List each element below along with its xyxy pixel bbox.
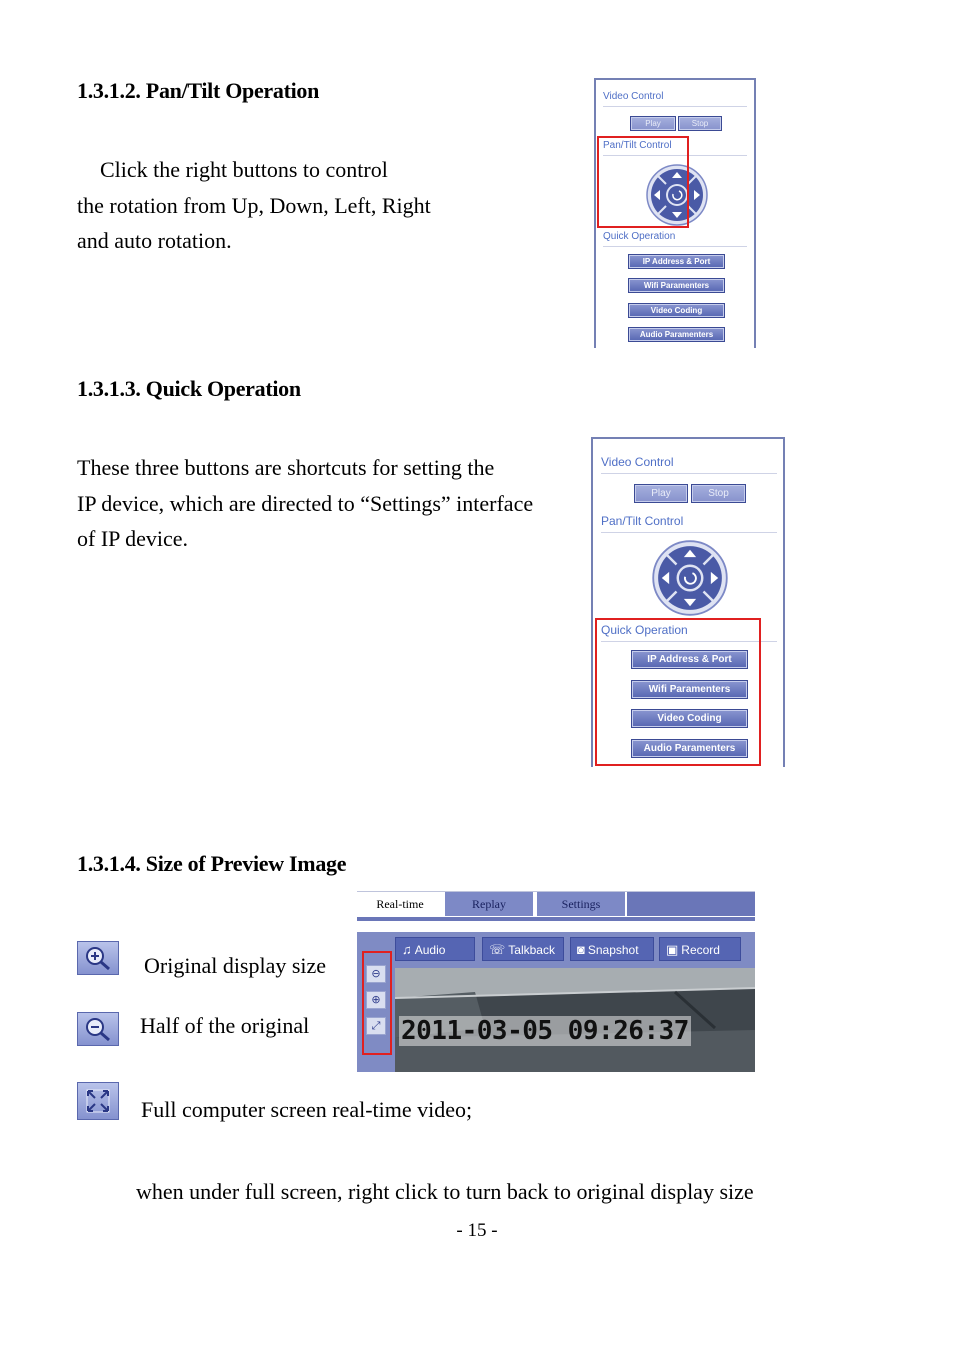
record-button[interactable]: ▣ Record	[659, 937, 741, 961]
record-icon: ▣	[666, 942, 679, 957]
audio-parameters-button[interactable]: Audio Paramenters	[628, 327, 725, 342]
wifi-parameters-button[interactable]: Wifi Paramenters	[631, 680, 748, 699]
pan-tilt-dpad-icon[interactable]	[652, 540, 728, 616]
fullscreen-small-icon[interactable]: ⤢	[366, 1017, 386, 1035]
tab-real-time[interactable]: Real-time	[357, 892, 443, 916]
ip-address-port-button[interactable]: IP Address & Port	[631, 650, 748, 669]
wifi-parameters-button[interactable]: Wifi Paramenters	[628, 278, 725, 293]
legend-label-original: Original display size	[144, 953, 327, 978]
zoom-in-small-icon[interactable]: ⊕	[366, 991, 386, 1009]
fullscreen-icon[interactable]	[77, 1082, 119, 1120]
section-heading-quick-operation: 1.3.1.3. Quick Operation	[77, 376, 301, 401]
audio-button[interactable]: ♫ Audio	[395, 937, 475, 961]
microphone-icon: ☏	[489, 942, 506, 957]
ip-address-port-button[interactable]: IP Address & Port	[628, 254, 725, 269]
quick-text-line-1: These three buttons are shortcuts for setting the	[77, 455, 495, 480]
legend-label-fullscreen: Full computer screen real-time video;	[141, 1097, 473, 1122]
stop-button[interactable]: Stop	[691, 484, 746, 503]
video-timestamp: 2011-03-05 09:26:37	[401, 1016, 689, 1046]
talkback-button[interactable]: ☏ Talkback	[482, 937, 564, 961]
pan-tilt-control-label: Pan/Tilt Control	[603, 140, 672, 151]
snapshot-button[interactable]: ◙ Snapshot	[570, 937, 654, 961]
pan-tilt-text-line-2: the rotation from Up, Down, Left, Right	[77, 193, 431, 218]
pan-tilt-text-line-1: Click the right buttons to control	[100, 157, 388, 182]
tab-replay[interactable]: Replay	[445, 892, 533, 916]
camera-icon: ◙	[577, 942, 585, 957]
section-heading-pan-tilt: 1.3.1.2. Pan/Tilt Operation	[77, 78, 320, 103]
zoom-out-icon[interactable]	[77, 1012, 119, 1046]
video-coding-button[interactable]: Video Coding	[628, 303, 725, 318]
zoom-out-small-icon[interactable]: ⊖	[366, 965, 386, 983]
tab-settings[interactable]: Settings	[537, 892, 625, 916]
video-coding-button[interactable]: Video Coding	[631, 709, 748, 728]
quick-text-line-2: IP device, which are directed to “Settings” interface	[77, 491, 534, 516]
page-number: - 15 -	[456, 1220, 498, 1241]
video-control-label: Video Control	[601, 455, 674, 469]
fullscreen-note: when under full screen, right click to turn back to original display size	[136, 1179, 754, 1204]
video-control-label: Video Control	[603, 91, 664, 102]
play-button[interactable]: Play	[634, 484, 688, 503]
play-button[interactable]: Play	[630, 116, 676, 131]
control-panel-large	[591, 437, 785, 767]
control-panel-small	[594, 78, 756, 348]
stop-button[interactable]: Stop	[678, 116, 722, 131]
pan-tilt-control-label: Pan/Tilt Control	[601, 514, 684, 528]
pan-tilt-dpad-icon[interactable]	[646, 164, 708, 226]
legend-label-half: Half of the original	[140, 1013, 310, 1038]
video-frame	[395, 968, 755, 1072]
quick-text-line-3: of IP device.	[77, 526, 188, 551]
music-note-icon: ♫	[402, 942, 412, 957]
pan-tilt-text-line-3: and auto rotation.	[77, 228, 232, 253]
preview-viewer	[357, 932, 755, 1072]
zoom-in-icon[interactable]	[77, 941, 119, 975]
preview-tab-bar	[357, 891, 755, 921]
audio-parameters-button[interactable]: Audio Paramenters	[631, 739, 748, 758]
quick-operation-label: Quick Operation	[601, 623, 688, 637]
section-heading-preview-size: 1.3.1.4. Size of Preview Image	[77, 851, 347, 876]
quick-operation-label: Quick Operation	[603, 231, 676, 242]
